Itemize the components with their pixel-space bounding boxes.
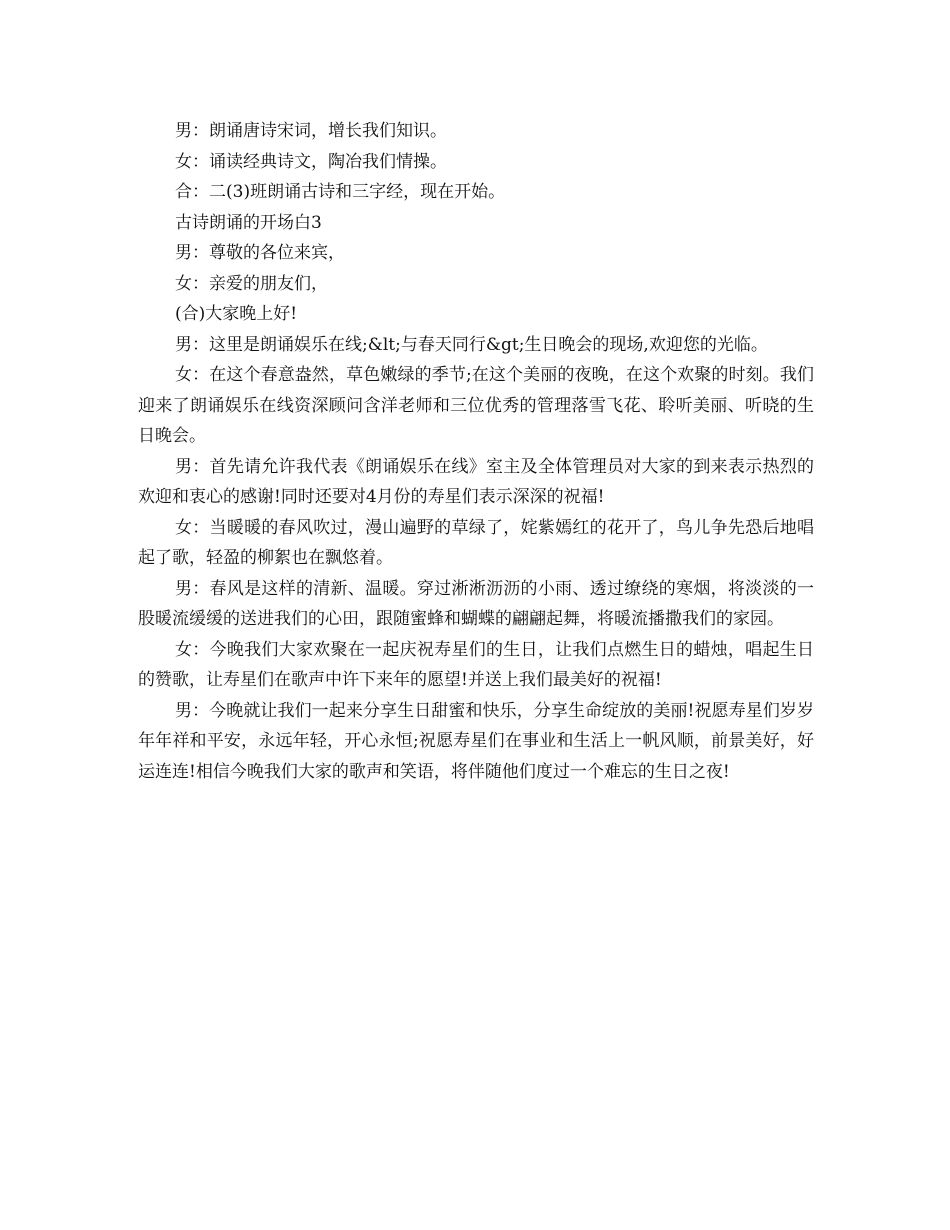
dialogue-line-together: (合)大家晚上好! (175, 304, 298, 324)
dialogue-line-female: 女：亲爱的朋友们， (175, 273, 328, 294)
section-heading: 古诗朗诵的开场白3 (175, 212, 322, 233)
dialogue-line-male: 男：尊敬的各位来宾， (175, 243, 345, 263)
dialogue-paragraph-male: 男：今晚就让我们一起来分享生日甜蜜和快乐，分享生命绽放的美丽!祝愿寿星们岁岁年年祥和平安，永远年轻，开心永恒;祝愿寿星们在事业和生活上一帆风顺，前景美好，好运连连!相信今晚我们大家的歌声和笑语，将伴随他们度过一个难忘的生日之夜! (138, 700, 814, 782)
dialogue-line-female: 女：诵读经典诗文，陶冶我们情操。 (175, 151, 447, 172)
dialogue-line-male: 男：朗诵唐诗宋词，增长我们知识。 (175, 121, 447, 141)
dialogue-line-together: 合：二(3)班朗诵古诗和三字经，现在开始。 (175, 182, 506, 202)
dialogue-paragraph-female: 女：今晚我们大家欢聚在一起庆祝寿星们的生日，让我们点燃生日的蜡烛，唱起生日的赞歌，让寿星们在歌声中许下来年的愿望!并送上我们最美好的祝福! (138, 639, 814, 690)
document-body (138, 116, 814, 787)
dialogue-paragraph-female: 女：在这个春意盎然，草色嫩绿的季节;在这个美丽的夜晚，在这个欢聚的时刻。我们迎来了朗诵娱乐在线资深顾问含洋老师和三位优秀的管理落雪飞花、聆听美丽、听晓的生日晚会。 (138, 365, 814, 446)
dialogue-line-male: 男：这里是朗诵娱乐在线;&lt;与春天同行&gt;生日晚会的现场,欢迎您的光临。 (175, 334, 768, 355)
dialogue-paragraph-male: 男：首先请允许我代表《朗诵娱乐在线》室主及全体管理员对大家的到来表示热烈的欢迎和衷心的感谢!同时还要对4月份的寿星们表示深深的祝福! (138, 456, 814, 507)
dialogue-paragraph-female: 女：当暖暖的春风吹过，漫山遍野的草绿了，姹紫嫣红的花开了，鸟儿争先恐后地唱起了歌，轻盈的柳絮也在飘悠着。 (138, 517, 814, 568)
dialogue-paragraph-male: 男：春风是这样的清新、温暖。穿过淅淅沥沥的小雨、透过缭绕的寒烟，将淡淡的一股暖流缓缓的送进我们的心田，跟随蜜蜂和蝴蝶的翩翩起舞，将暖流播撒我们的家园。 (138, 578, 814, 629)
